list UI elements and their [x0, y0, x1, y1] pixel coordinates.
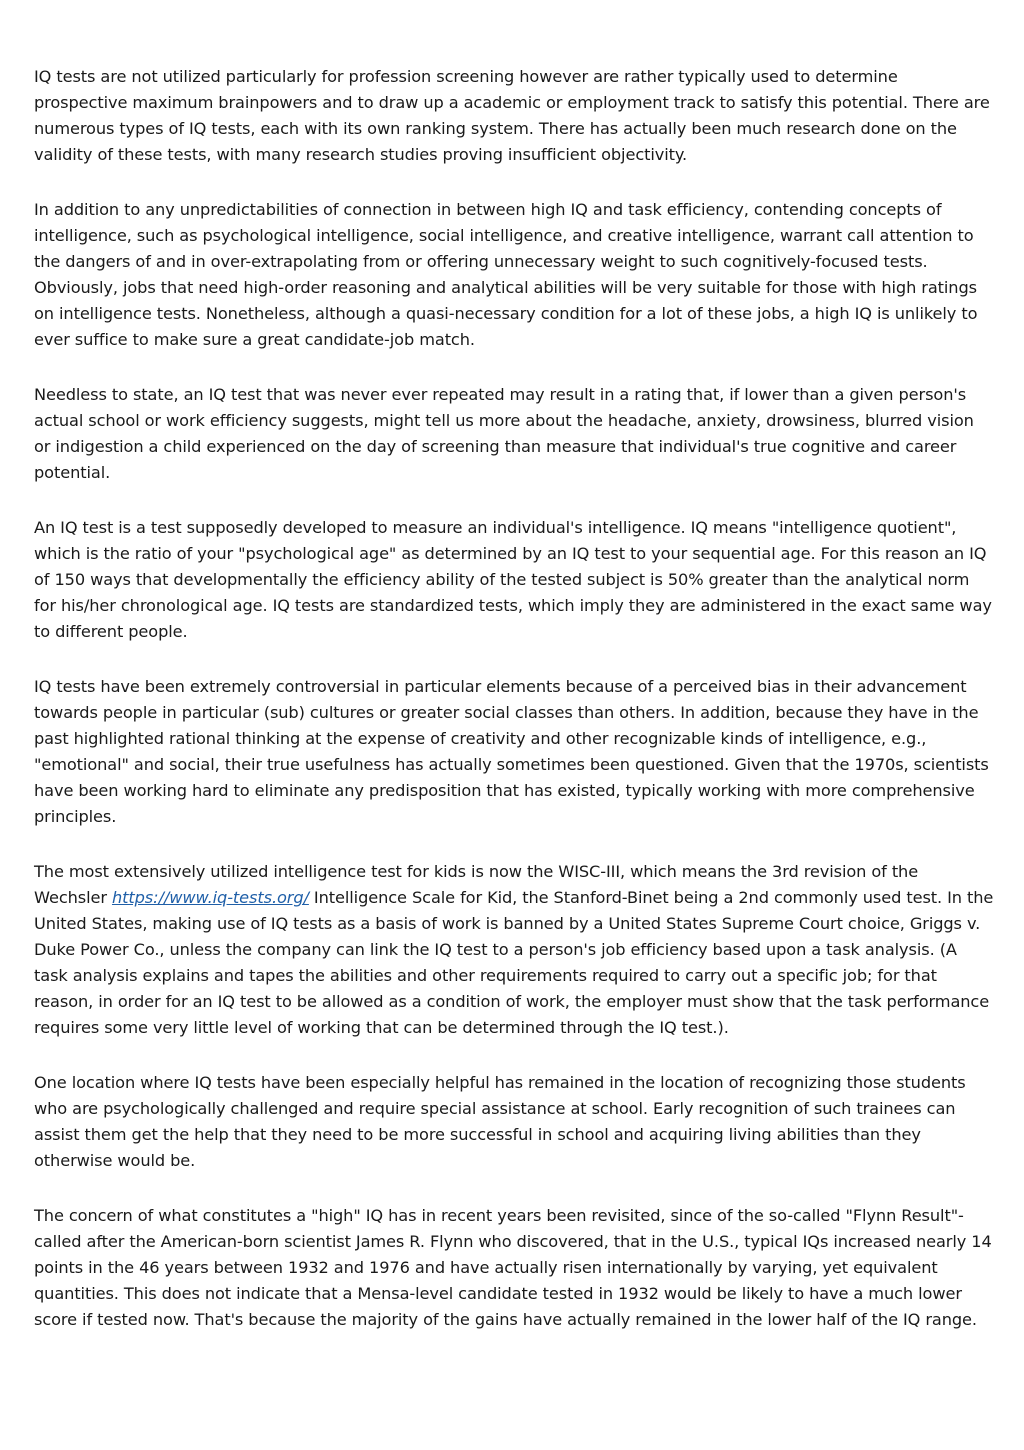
- paragraph-6-after-link: Intelligence Scale for Kid, the Stanford-Binet being a 2nd commonly used test. In the United States, making use of IQ tests as a basis of work is banned by a United States Supreme Court choice, Griggs v. Duke Power Co., unless the company can link the IQ test to a person's job efficiency based upon a task analysis. (A task analysis explains and tapes the abilities and other requirements required to carry out a specific job; for that reason, in order for an IQ test to be allowed as a condition of work, the employer must show that the task performance requires some very little level of working that can be determined through the IQ test.).: [34, 888, 994, 1037]
- paragraph-3: Needless to state, an IQ test that was never ever repeated may result in a rating that, if lower than a given person's actual school or work efficiency suggests, might tell us more about the headache, anxiety, drowsiness, blurred vision or indigestion a child experienced on the day of screening than measure that individual's true cognitive and career potential.: [34, 385, 974, 482]
- paragraph-2: In addition to any unpredictabilities of connection in between high IQ and task efficiency, contending concepts of intelligence, such as psychological intelligence, social intelligence, and creative intelligence, warrant call attention to the dangers of and in over-extrapolating from or offering unnecessary weight to such cognitively-focused tests. Obviously, jobs that need high-order reasoning and analytical abilities will be very suitable for those with high ratings on intelligence tests. Nonetheless, although a quasi-necessary condition for a lot of these jobs, a high IQ is unlikely to ever suffice to make sure a great candidate-job match.: [34, 200, 978, 349]
- iq-tests-link[interactable]: https://www.iq-tests.org/: [111, 888, 309, 907]
- paragraph-7: One location where IQ tests have been especially helpful has remained in the location of recognizing those students who are psychologically challenged and require special assistance at school. Early recognition of such trainees can assist them get the help that they need to be more successful in school and acquiring living abilities than they otherwise would be.: [34, 1073, 966, 1170]
- paragraph-8: The concern of what constitutes a "high" IQ has in recent years been revisited, since of the so-called "Flynn Result"- called after the American-born scientist James R. Flynn who discovered, that in the U.S., typical IQs increased nearly 14 points in the 46 years between 1932 and 1976 and have actually risen internationally by varying, yet equivalent quantities. This does not indicate that a Mensa-level candidate tested in 1932 would be likely to have a much lower score if tested now. That's because the majority of the gains have actually remained in the lower half of the IQ range.: [34, 1206, 992, 1329]
- paragraph-1: IQ tests are not utilized particularly for profession screening however are rather typically used to determine prospective maximum brainpowers and to draw up a academic or employment track to satisfy this potential. There are numerous types of IQ tests, each with its own ranking system. There has actually been much research done on the validity of these tests, with many research studies proving insufficient objectivity.: [34, 67, 990, 164]
- paragraph-5: IQ tests have been extremely controversial in particular elements because of a perceived bias in their advancement towards people in particular (sub) cultures or greater social classes than others. In addition, because they have in the past highlighted rational thinking at the expense of creativity and other recognizable kinds of intelligence, e.g., "emotional" and social, their true usefulness has actually sometimes been questioned. Given that the 1970s, scientists have been working hard to eliminate any predisposition that has existed, typically working with more comprehensive principles.: [34, 677, 989, 826]
- paragraph-6: [34, 859, 994, 1041]
- paragraph-6-before-link: The most extensively utilized intelligence test for kids is now the WISC-III, which means the 3rd revision of the Wechsler: [34, 862, 919, 907]
- paragraph-4: An IQ test is a test supposedly developed to measure an individual's intelligence. IQ means "intelligence quotient", which is the ratio of your "psychological age" as determined by an IQ test to your sequential age. For this reason an IQ of 150 ways that developmentally the efficiency ability of the tested subject is 50% greater than the analytical norm for his/her chronological age. IQ tests are standardized tests, which imply they are administered in the exact same way to different people.: [34, 518, 992, 641]
- document-page: [34, 64, 994, 1362]
